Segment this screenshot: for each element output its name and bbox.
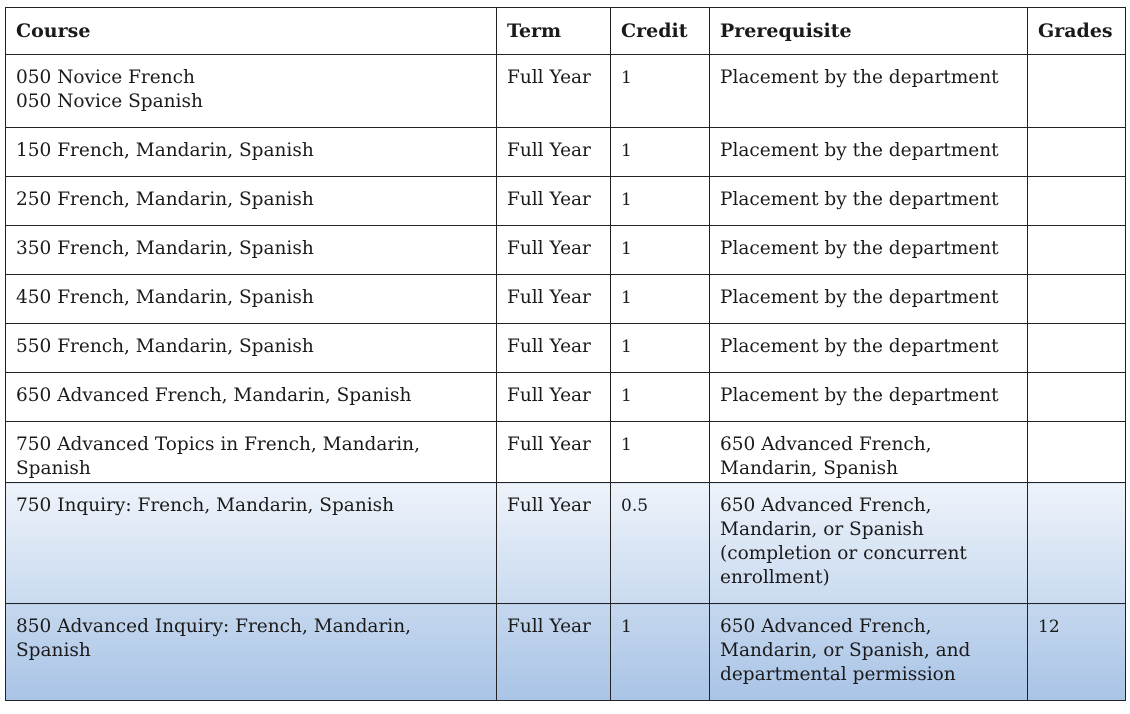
prerequisite-cell: [710, 373, 1028, 422]
header-credit: Credit: [611, 8, 710, 55]
course-name: 450 French, Mandarin, Spanish: [16, 287, 314, 308]
grades-cell: [1028, 483, 1126, 604]
credit-cell: 1: [611, 177, 710, 226]
prerequisite-cell: [710, 226, 1028, 275]
prerequisite-cell: [710, 55, 1028, 128]
course-name: 350 French, Mandarin, Spanish: [16, 238, 314, 259]
course-name: 050 Novice Spanish: [16, 91, 203, 112]
grades-cell: 12: [1028, 604, 1126, 701]
prerequisite-cell: [710, 604, 1028, 701]
table-row: [6, 373, 1126, 422]
prerequisite-line: (completion or concurrent: [720, 543, 967, 564]
credit-cell: 1: [611, 275, 710, 324]
prerequisite-cell: [710, 422, 1028, 483]
course-cell: [6, 128, 497, 177]
term-cell: Full Year: [497, 275, 611, 324]
header-row: [6, 8, 1126, 55]
course-cell: [6, 55, 497, 128]
header-prerequisite: Prerequisite: [710, 8, 1028, 55]
term-cell: Full Year: [497, 226, 611, 275]
credit-cell: 0.5: [611, 483, 710, 604]
grades-cell: [1028, 373, 1126, 422]
credit-cell: 1: [611, 226, 710, 275]
prerequisite-line: Mandarin, or Spanish, and: [720, 640, 971, 661]
term-cell: Full Year: [497, 128, 611, 177]
course-cell: [6, 324, 497, 373]
prerequisite-line: 650 Advanced French,: [720, 616, 932, 637]
table-row: [6, 275, 1126, 324]
term-cell: Full Year: [497, 324, 611, 373]
prerequisite-line: Mandarin, or Spanish: [720, 519, 924, 540]
prerequisite-line: Placement by the department: [720, 189, 999, 210]
prerequisite-line: Placement by the department: [720, 336, 999, 357]
term-cell: Full Year: [497, 373, 611, 422]
credit-cell: 1: [611, 604, 710, 701]
prerequisite-line: Mandarin, Spanish: [720, 458, 898, 479]
table-row: [6, 128, 1126, 177]
grades-cell: [1028, 177, 1126, 226]
prerequisite-line: Placement by the department: [720, 385, 999, 406]
credit-cell: 1: [611, 128, 710, 177]
grades-cell: [1028, 275, 1126, 324]
course-cell: [6, 422, 497, 483]
grades-cell: [1028, 55, 1126, 128]
prerequisite-line: enrollment): [720, 567, 830, 588]
credit-cell: 1: [611, 373, 710, 422]
grades-cell: [1028, 324, 1126, 373]
credit-cell: 1: [611, 422, 710, 483]
table-row: [6, 324, 1126, 373]
course-table-container: [5, 7, 1125, 701]
course-cell: [6, 275, 497, 324]
course-name: 150 French, Mandarin, Spanish: [16, 140, 314, 161]
course-name: 550 French, Mandarin, Spanish: [16, 336, 314, 357]
course-cell: [6, 604, 497, 701]
prerequisite-line: 650 Advanced French,: [720, 495, 932, 516]
table-row: [6, 604, 1126, 701]
term-cell: Full Year: [497, 604, 611, 701]
term-cell: Full Year: [497, 55, 611, 128]
course-name: 850 Advanced Inquiry: French, Mandarin,: [16, 616, 412, 637]
prerequisite-line: 650 Advanced French,: [720, 434, 932, 455]
term-cell: Full Year: [497, 422, 611, 483]
prerequisite-line: Placement by the department: [720, 67, 999, 88]
course-cell: [6, 177, 497, 226]
course-name: Spanish: [16, 640, 91, 661]
prerequisite-line: Placement by the department: [720, 140, 999, 161]
header-grades: Grades: [1028, 8, 1126, 55]
header-term: Term: [497, 8, 611, 55]
course-name: 050 Novice French: [16, 67, 195, 88]
course-cell: [6, 483, 497, 604]
course-name: 250 French, Mandarin, Spanish: [16, 189, 314, 210]
prerequisite-cell: [710, 483, 1028, 604]
table-row: [6, 483, 1126, 604]
prerequisite-line: Placement by the department: [720, 287, 999, 308]
term-cell: Full Year: [497, 177, 611, 226]
prerequisite-cell: [710, 324, 1028, 373]
course-cell: [6, 373, 497, 422]
grades-cell: [1028, 226, 1126, 275]
grades-cell: [1028, 128, 1126, 177]
prerequisite-cell: [710, 177, 1028, 226]
course-table: [5, 7, 1126, 701]
course-name: Spanish: [16, 458, 91, 479]
grades-cell: [1028, 422, 1126, 483]
table-row: [6, 55, 1126, 128]
table-row: [6, 422, 1126, 483]
course-name: 750 Advanced Topics in French, Mandarin,: [16, 434, 420, 455]
prerequisite-cell: [710, 128, 1028, 177]
header-course: Course: [6, 8, 497, 55]
table-body: [6, 55, 1126, 701]
course-name: 750 Inquiry: French, Mandarin, Spanish: [16, 495, 395, 516]
prerequisite-cell: [710, 275, 1028, 324]
course-cell: [6, 226, 497, 275]
term-cell: Full Year: [497, 483, 611, 604]
prerequisite-line: Placement by the department: [720, 238, 999, 259]
course-name: 650 Advanced French, Mandarin, Spanish: [16, 385, 412, 406]
credit-cell: 1: [611, 324, 710, 373]
prerequisite-line: departmental permission: [720, 664, 956, 685]
credit-cell: 1: [611, 55, 710, 128]
table-row: [6, 177, 1126, 226]
table-row: [6, 226, 1126, 275]
